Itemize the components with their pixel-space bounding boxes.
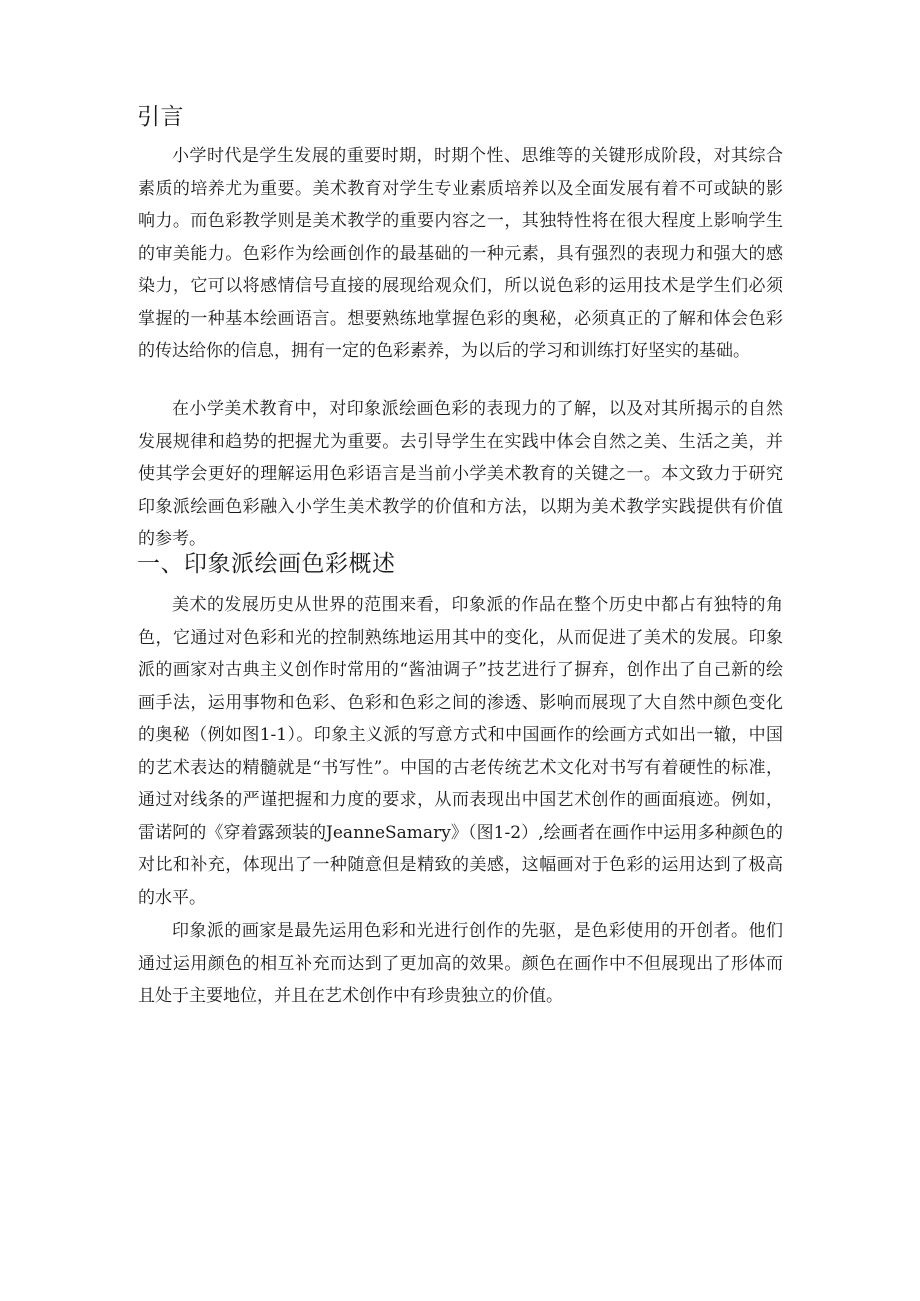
intro-paragraph-1: 小学时代是学生发展的重要时期，时期个性、思维等的关键形成阶段，对其综合素质的培养尤为重要。美术教育对学生专业素质培养以及全面发展有着不可或缺的影响力。而色彩教学则是美术教学的重要内容之一，其独特性将在很大程度上影响学生的审美能力。色彩作为绘画创作的最基础的一种元素，具有强烈的表现力和强大的感染力，它可以将感情信号直接的展现给观众们，所以说色彩的运用技术是学生们必须掌握的一种基本绘画语言。想要熟练地掌握色彩的奥秘，必须真正的了解和体会色彩的传达给你的信息，拥有一定的色彩素养，为以后的学习和训练打好坚实的基础。 [138,146,783,361]
section-1-paragraph-2: 印象派的画家是最先运用色彩和光进行创作的先驱，是色彩使用的开创者。他们通过运用颜色的相互补充而达到了更加高的效果。颜色在画作中不但展现出了形体而且处于主要地位，并且在艺术创作中有珍贵独立的价值。 [138,921,783,1006]
intro-heading: 引言 [137,104,184,130]
intro-paragraph-2: 在小学美术教育中，对印象派绘画色彩的表现力的了解，以及对其所揭示的自然发展规律和趋势的把握尤为重要。去引导学生在实践中体会自然之美、生活之美，并使其学会更好的理解运用色彩语言是当前小学美术教育的关键之一。本文致力于研究印象派绘画色彩融入小学生美术教学的价值和方法，以期为美术教学实践提供有价值的参考。 [138,399,783,549]
section-1-paragraph-1: 美术的发展历史从世界的范围来看，印象派的作品在整个历史中都占有独特的角色，它通过对色彩和光的控制熟练地运用其中的变化，从而促进了美术的发展。印象派的画家对古典主义创作时常用的“酱油调子”技艺进行了摒弃，创作出了自己新的绘画手法，运用事物和色彩、色彩和色彩之间的渗透、影响而展现了大自然中颜色变化的奥秘（例如图1-1）。印象主义派的写意方式和中国画作的绘画方式如出一辙，中国的艺术表达的精髓就是“书写性”。中国的古老传统艺术文化对书写有着硬性的标准，通过对线条的严谨把握和力度的要求，从而表现出中国艺术创作的画面痕迹。例如，雷诺阿的《穿着露颈装的JeanneSamary》（图1-2）,绘画者在画作中运用多种颜色的对比和补充，体现出了一种随意但是精致的美感，这幅画对于色彩的运用达到了极高的水平。 [138,595,783,908]
section-1-heading: 一、印象派绘画色彩概述 [137,551,396,577]
